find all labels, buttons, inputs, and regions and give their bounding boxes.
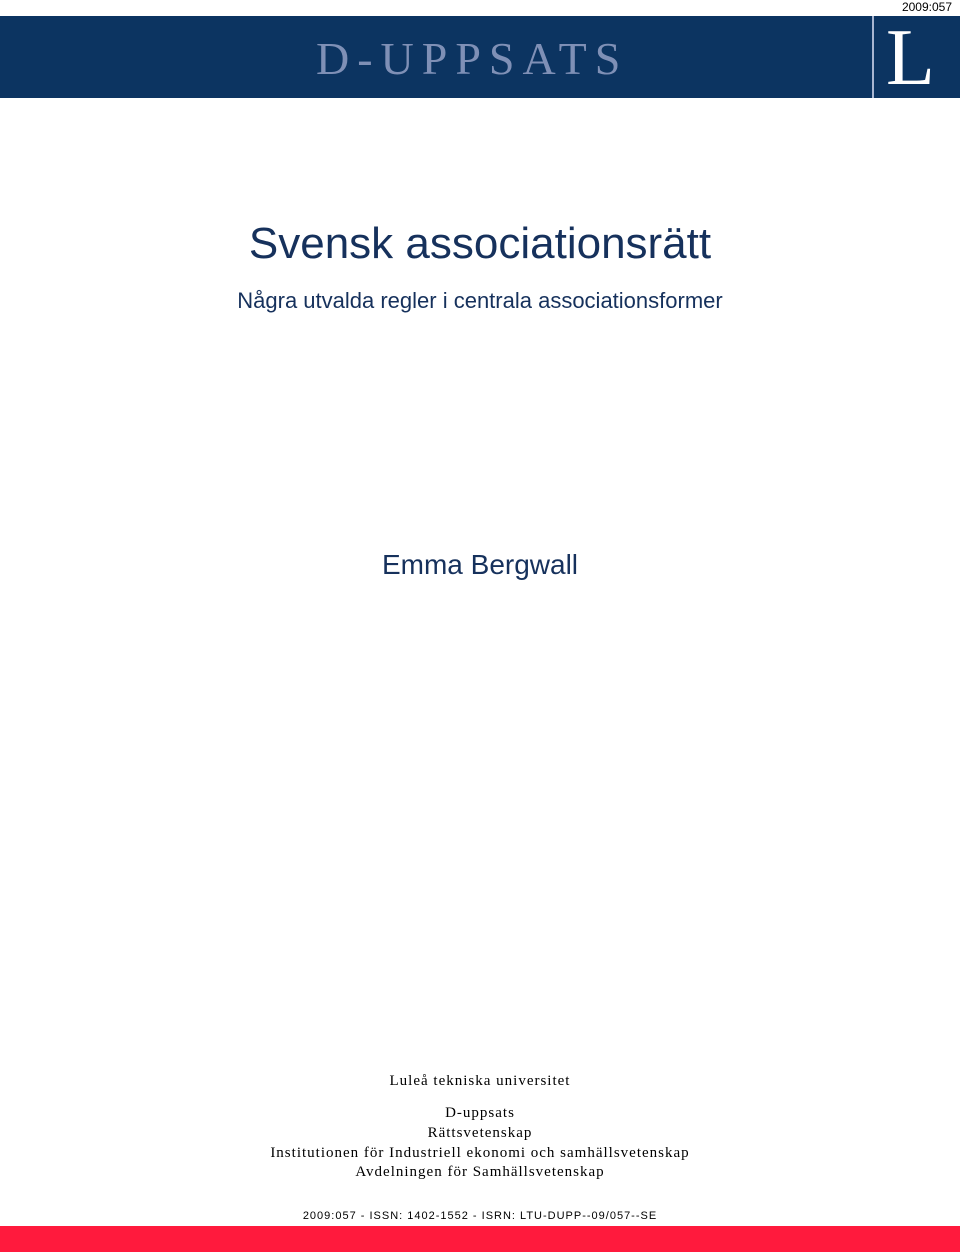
thesis-type: D-uppsats <box>445 1105 515 1121</box>
thesis-title: Svensk associationsrätt <box>248 219 712 268</box>
university-logo: L <box>886 14 935 102</box>
banner-divider <box>872 16 874 98</box>
subject: Rättsvetenskap <box>427 1125 533 1141</box>
university-name: Luleå tekniska universitet <box>389 1073 571 1089</box>
publication-identifiers: 2009:057 - ISSN: 1402-1552 - ISRN: LTU-DUPP--09/057--SE <box>302 1210 658 1222</box>
thesis-subtitle: Några utvalda regler i centrala associationsformer <box>237 288 723 313</box>
bottom-accent-bar <box>0 1226 960 1252</box>
banner-title: D-UPPSATS <box>316 33 629 84</box>
header-banner <box>0 14 960 102</box>
document-number: 2009:057 <box>901 0 952 14</box>
division: Avdelningen för Samhällsvetenskap <box>355 1164 605 1180</box>
author-name: Emma Bergwall <box>381 549 579 580</box>
department: Institutionen för Industriell ekonomi och samhällsvetenskap <box>270 1145 690 1161</box>
